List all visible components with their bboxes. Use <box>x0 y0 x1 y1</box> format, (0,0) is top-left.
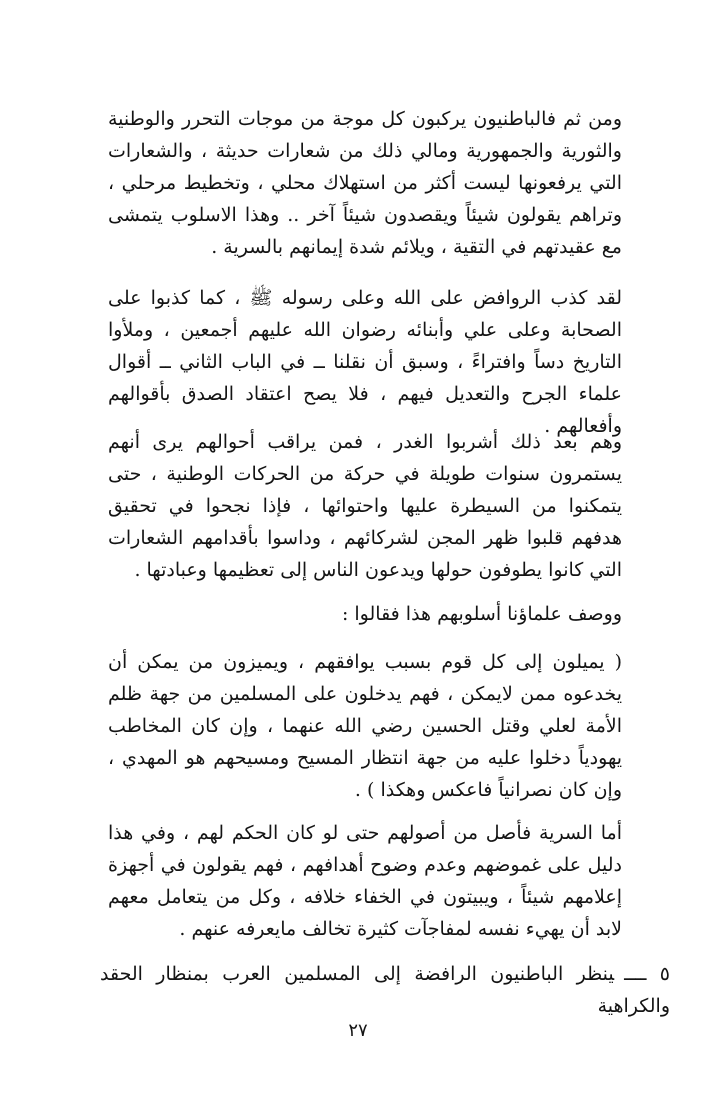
page-number: ٢٧ <box>348 1020 368 1041</box>
point-text: ينظر الباطنيون الرافضة إلى المسلمين العرب بمنظار الحقد والكراهية <box>100 963 670 1017</box>
point-number: ٥ ــــ <box>624 963 670 985</box>
numbered-point <box>100 958 670 1022</box>
paragraph-quotation: ( يميلون إلى كل قوم بسبب يوافقهم ، ويميزون من يمكن أن يخدعوه ممن لايمكن ، فهم يدخلون على المسلمين من جهة ظلم الأمة لعلي وقتل الحسين رضي الله عنهما ، وإن كان المخاطب يهودياً دخلوا عليه من جهة انتظار المسيح ومسيحهم هو المهدي ، وإن كان نصرانياً فاعكس وهكذا ) . <box>108 651 622 801</box>
paragraph-scholars-description: ووصف علماؤنا أسلوبهم هذا فقالوا : <box>341 603 622 625</box>
paragraph-betrayal: وهم بعد ذلك أشربوا الغدر ، فمن يراقب أحوالهم يرى أنهم يستمرون سنوات طويلة في حركة من الحركات الوطنية ، حتى يتمكنوا من السيطرة عليها واحتوائها ، فإذا نجحوا في تحقيق هدفهم قلبوا ظهر المجن لشركائهم ، وداسوا بأقدامهم الشعارات التي كانوا يطوفون حولها ويدعون الناس إلى تعظيمها وعبادتها . <box>108 431 622 581</box>
paragraph-rawafid-lies: لقد كذب الروافض على الله وعلى رسوله ﷺ ، كما كذبوا على الصحابة وعلى علي وأبنائه رضوان الله عليهم أجمعين ، وملأوا التاريخ دساً وافتراءً ، وسبق أن نقلنا ــ في الباب الثاني ــ أقوال علماء الجرح والتعديل فيهم ، فلا يصح اعتقاد الصدق بأقوالهم وأفعالهم . <box>108 287 622 437</box>
paragraph-batiniyyun-slogans: ومن ثم فالباطنيون يركبون كل موجة من موجات التحرر والوطنية والثورية والجمهورية ومالي ذلك من شعارات حديثة ، والشعارات التي يرفعونها ليست أكثر من استهلاك محلي ، وتخطيط مرحلي ، وتراهم يقولون شيئاً ويقصدون شيئاً آخر .. وهذا الاسلوب يتمشى مع عقيدتهم في التقية ، ويلائم شدة إيمانهم بالسرية . <box>108 108 622 258</box>
paragraph-secrecy: أما السرية فأصل من أصولهم حتى لو كان الحكم لهم ، وفي هذا دليل على غموضهم وعدم وضوح أهدافهم ، فهم يقولون في أجهزة إعلامهم شيئاً ، ويبيتون في الخفاء خلافه ، وكل من يتعامل معهم لابد أن يهيء نفسه لمفاجآت كثيرة تخالف مايعرفه عنهم . <box>108 822 622 940</box>
